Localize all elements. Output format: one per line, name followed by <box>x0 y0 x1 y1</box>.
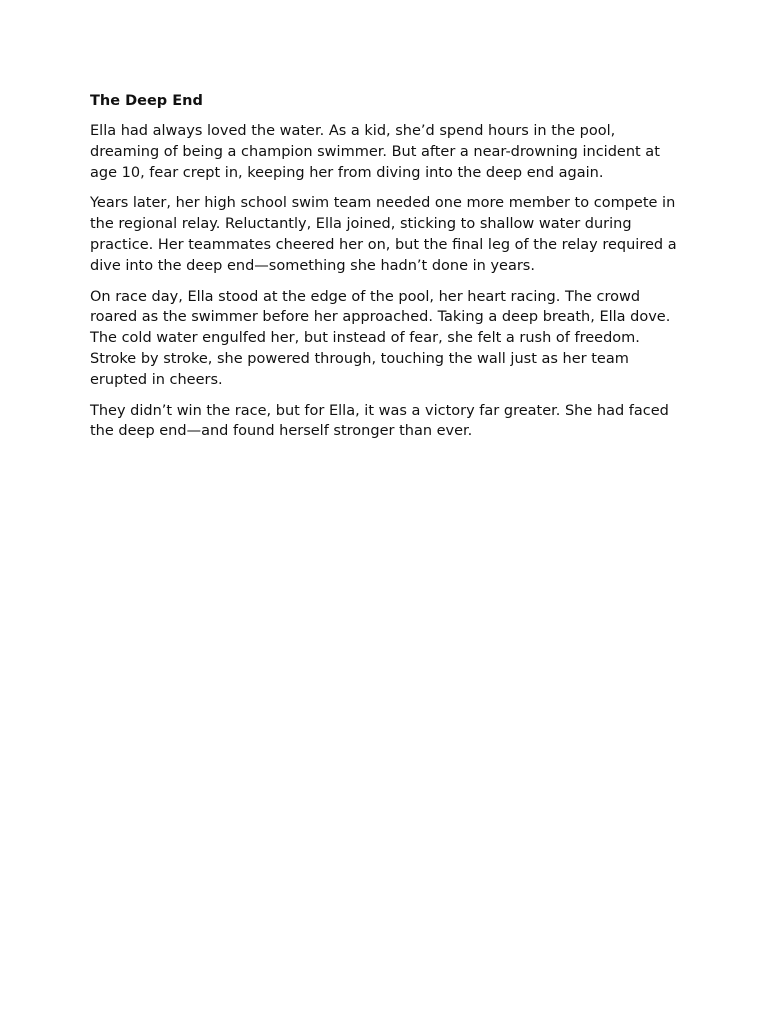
paragraph-4: They didn’t win the race, but for Ella, it was a victory far greater. She had faced the deep end—and found herself stronger than ever. <box>90 402 669 440</box>
document-title: The Deep End <box>90 93 203 109</box>
paragraph-2: Years later, her high school swim team needed one more member to compete in the regional relay. Reluctantly, Ella joined, sticking to shallow water during practice. Her teammates cheered her on, but the final leg of the relay required a dive into the deep end—something she hadn’t done in years. <box>90 195 677 274</box>
paragraph-3: On race day, Ella stood at the edge of the pool, her heart racing. The crowd roared as the swimmer before her approached. Taking a deep breath, Ella dove. The cold water engulfed her, but instead of fear, she felt a rush of freedom. Stroke by stroke, she powered through, touching the wall just as her team erupted in cheers. <box>90 288 671 388</box>
paragraph-1: Ella had always loved the water. As a kid, she’d spend hours in the pool, dreaming of being a champion swimmer. But after a near-drowning incident at age 10, fear crept in, keeping her from diving into the deep end again. <box>90 123 660 181</box>
document-body <box>90 91 686 452</box>
